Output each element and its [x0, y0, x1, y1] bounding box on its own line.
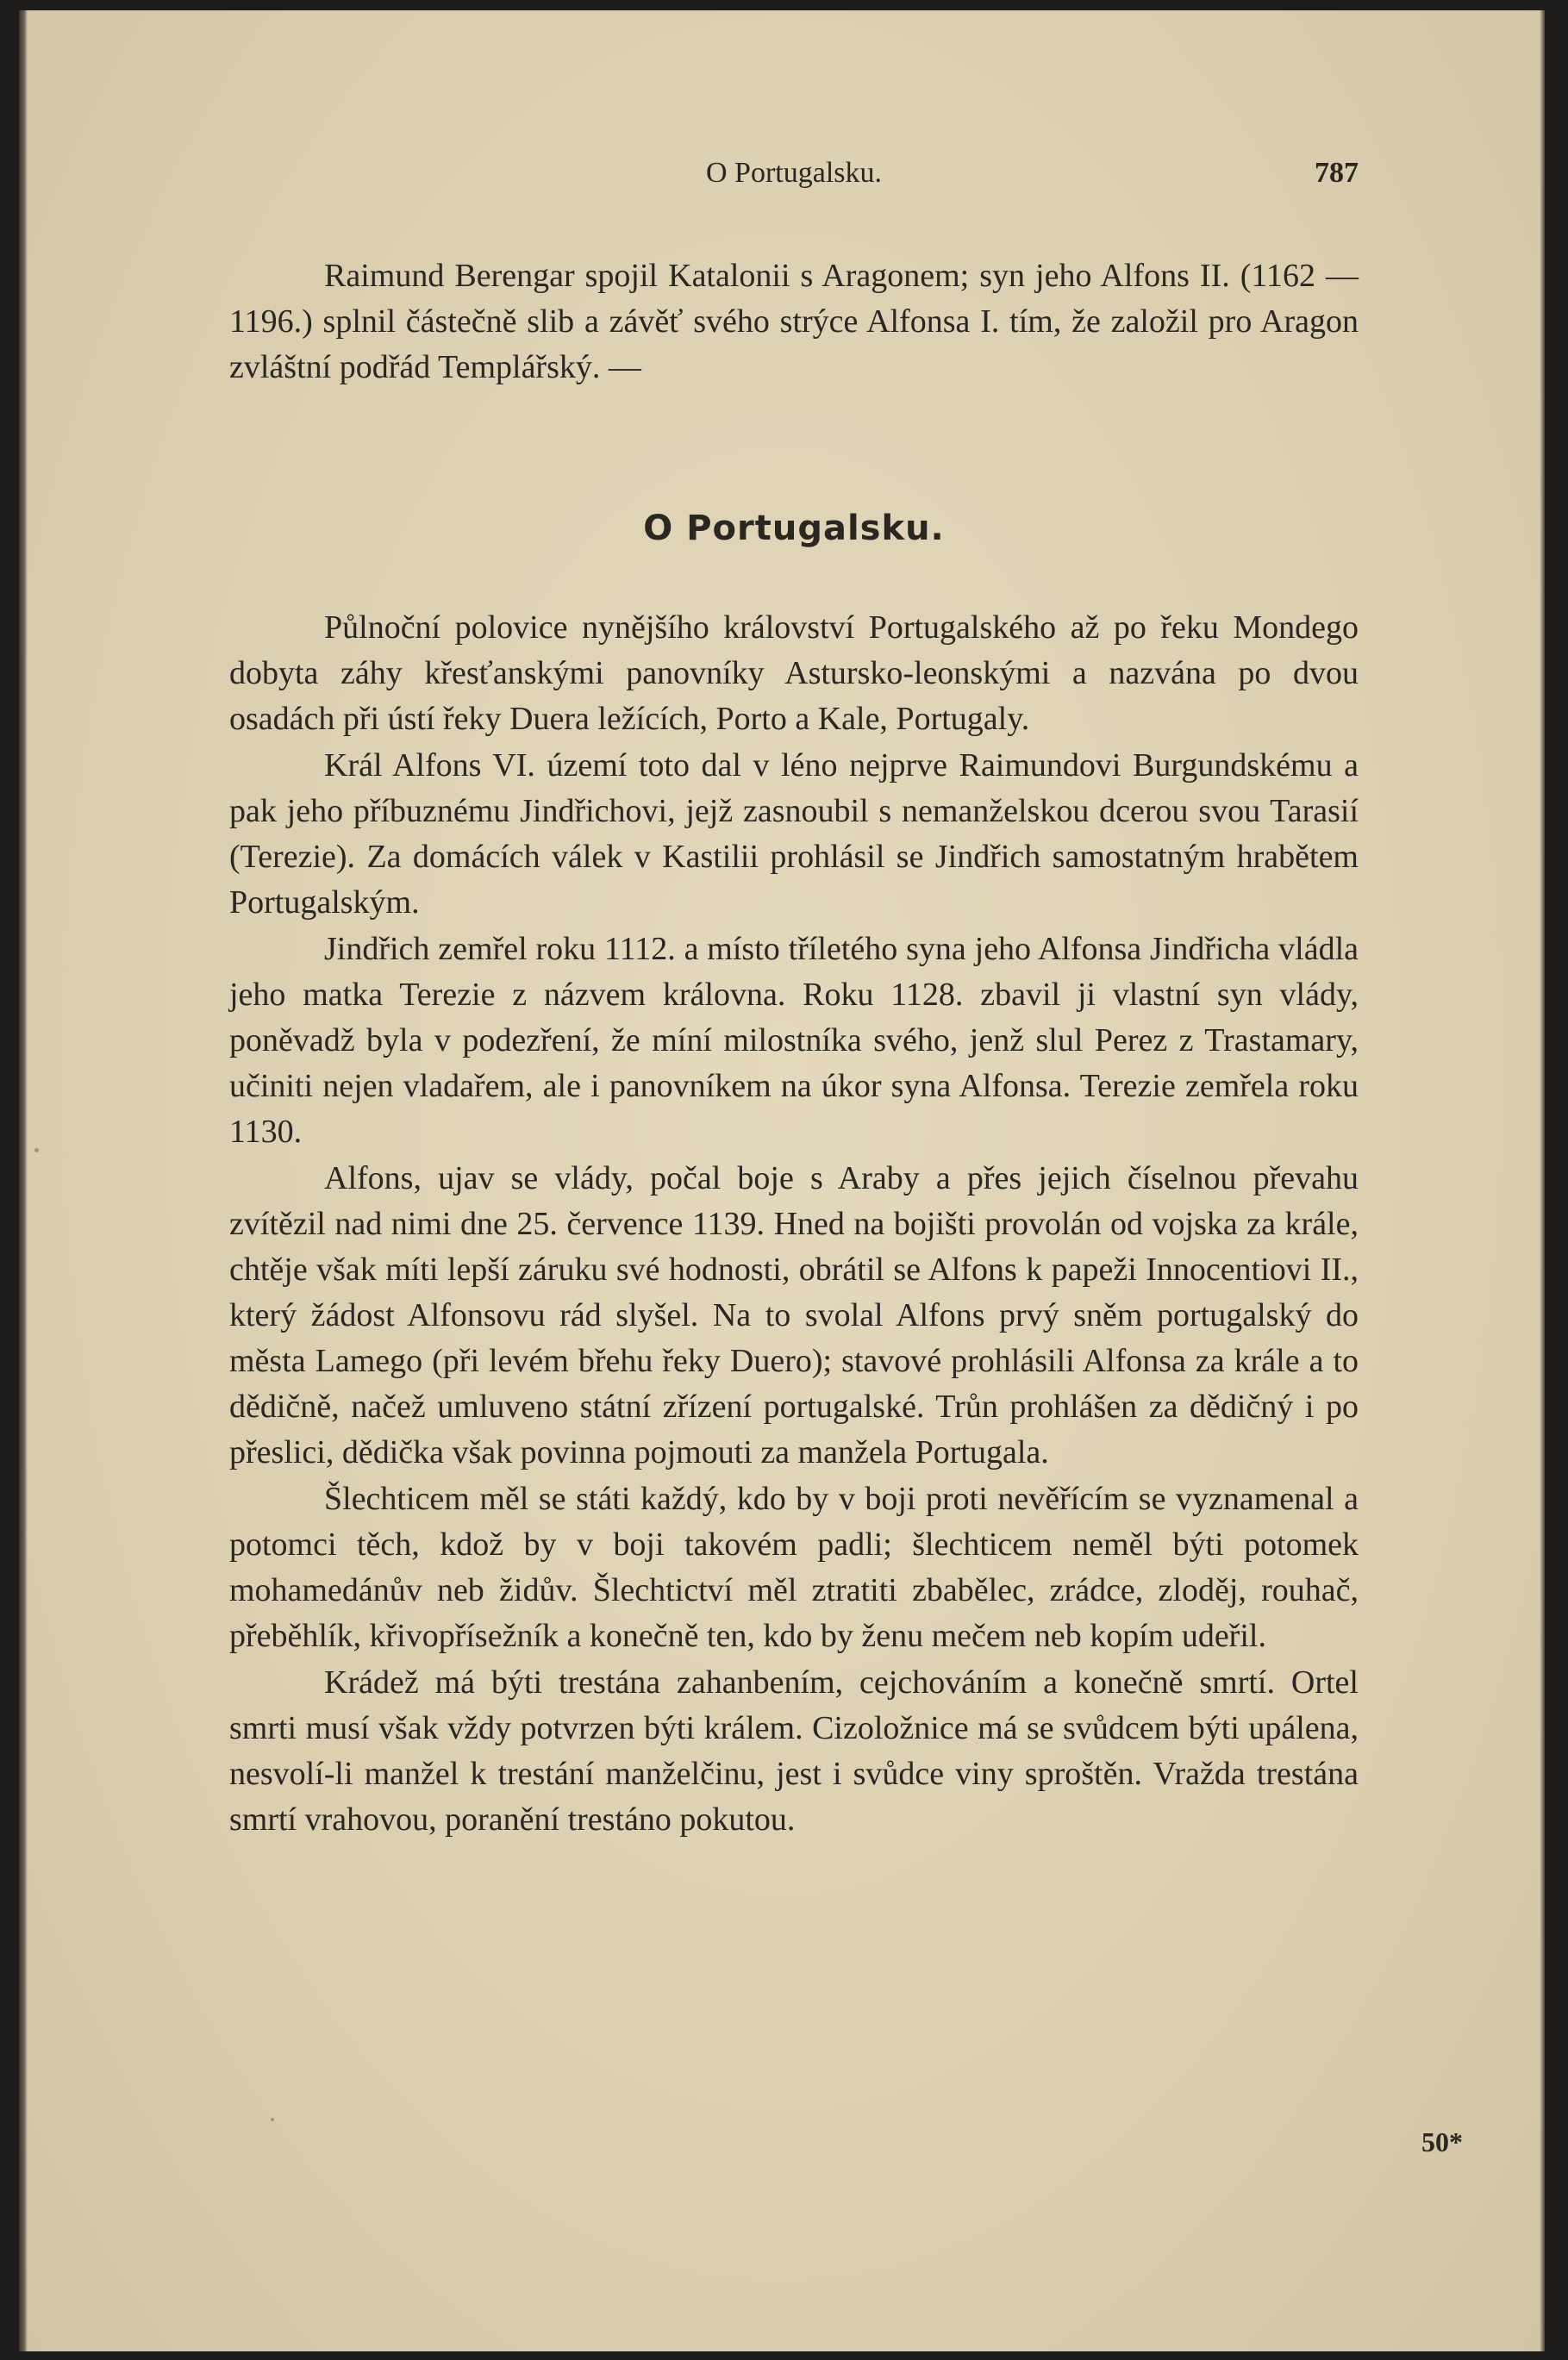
paragraph-2: Král Alfons VI. území toto dal v léno nejprve Raimundovi Burgundskému a pak jeho příbuznému Jindřichovi, jejž zasnoubil s nemanželskou dcerou svou Tarasií (Terezie). Za domácích válek v Kastilii prohlásil se Jindřich samostatným hrabětem Portugalským. — [229, 747, 1359, 921]
paragraph-1: Půlnoční polovice nynějšího království Portugalského až po řeku Mondego dobyta záhy křesťanskými panovníky Astursko-leonskými a nazvána po dvou osadách při ústí řeky Duera ležících, Porto a Kale, Portugaly. — [229, 609, 1359, 737]
page-number: 787 — [1315, 157, 1359, 189]
paragraph-6: Krádež má býti trestána zahanbením, cejchováním a konečně smrtí. Ortel smrti musí však vždy potvrzen býti králem. Cizoložnice má se svůdcem býti upálena, nesvolí-li manžel k trestání manželčinu, jest i svůdce viny sproštěn. Vražda trestána smrtí vrahovou, poranění trestáno pokutou. — [229, 1664, 1359, 1838]
paper-speck — [271, 2118, 274, 2121]
paragraph-3: Jindřich zemřel roku 1112. a místo tříletého syna jeho Alfonsa Jindřicha vládla jeho matka Terezie z názvem královna. Roku 1128. zbavil ji vlastní syn vlády, poněvadž byla v podezření, že míní milostníka svého, jenž slul Perez z Trastamary, učiniti nejen vladařem, ale i panovníkem na úkor syna Alfonsa. Terezie zemřela roku 1130. — [229, 931, 1359, 1150]
paper-speck — [34, 1148, 39, 1152]
running-title: O Portugalsku. — [706, 157, 882, 189]
running-head — [229, 157, 1359, 200]
paragraph-4: Alfons, ujav se vlády, počal boje s Araby a přes jejich číselnou převahu zvítězil nad nimi dne 25. července 1139. Hned na bojišti provolán od vojska za krále, chtěje však míti lepší záruku své hodnosti, obrátil se Alfons k papeži Innocentiovi II., který žádost Alfonsovu rád slyšel. Na to svolal Alfons prvý sněm portugalský do města Lamego (při levém břehu řeky Duero); stavové prohlásili Alfonsa za krále a to dědičně, načež umluveno státní zřízení portugalské. Trůn prohlášen za dědičný i po přeslici, dědička však povinna pojmouti za manžela Portugala. — [229, 1160, 1359, 1470]
paragraph-5: Šlechticem měl se státi každý, kdo by v boji proti nevěřícím se vyznamenal a potomci těch, kdož by v boji takovém padli; šlechticem neměl býti potomek mohamedánův neb židův. Šlechtictví měl ztratiti zbabělec, zrádce, zloděj, rouhač, přeběhlík, křivopřísežník a konečně ten, kdo by ženu mečem neb kopím udeřil. — [229, 1481, 1359, 1654]
signature-mark: 50* — [1421, 2126, 1463, 2157]
intro-block — [229, 253, 1359, 390]
page-edge-shadow — [1540, 10, 1545, 2351]
section-heading: O Portugalsku. — [643, 509, 945, 548]
intro-paragraph: Raimund Berengar spojil Katalonii s Aragonem; syn jeho Alfons II. (1162 — 1196.) splnil částečně slib a závěť svého strýce Alfonsa I. tím, že založil pro Aragon zvláštní podřád Templářský. — — [229, 258, 1359, 385]
book-page — [19, 10, 1545, 2351]
book-spine-shadow — [19, 10, 28, 2351]
body-text — [229, 605, 1359, 1844]
